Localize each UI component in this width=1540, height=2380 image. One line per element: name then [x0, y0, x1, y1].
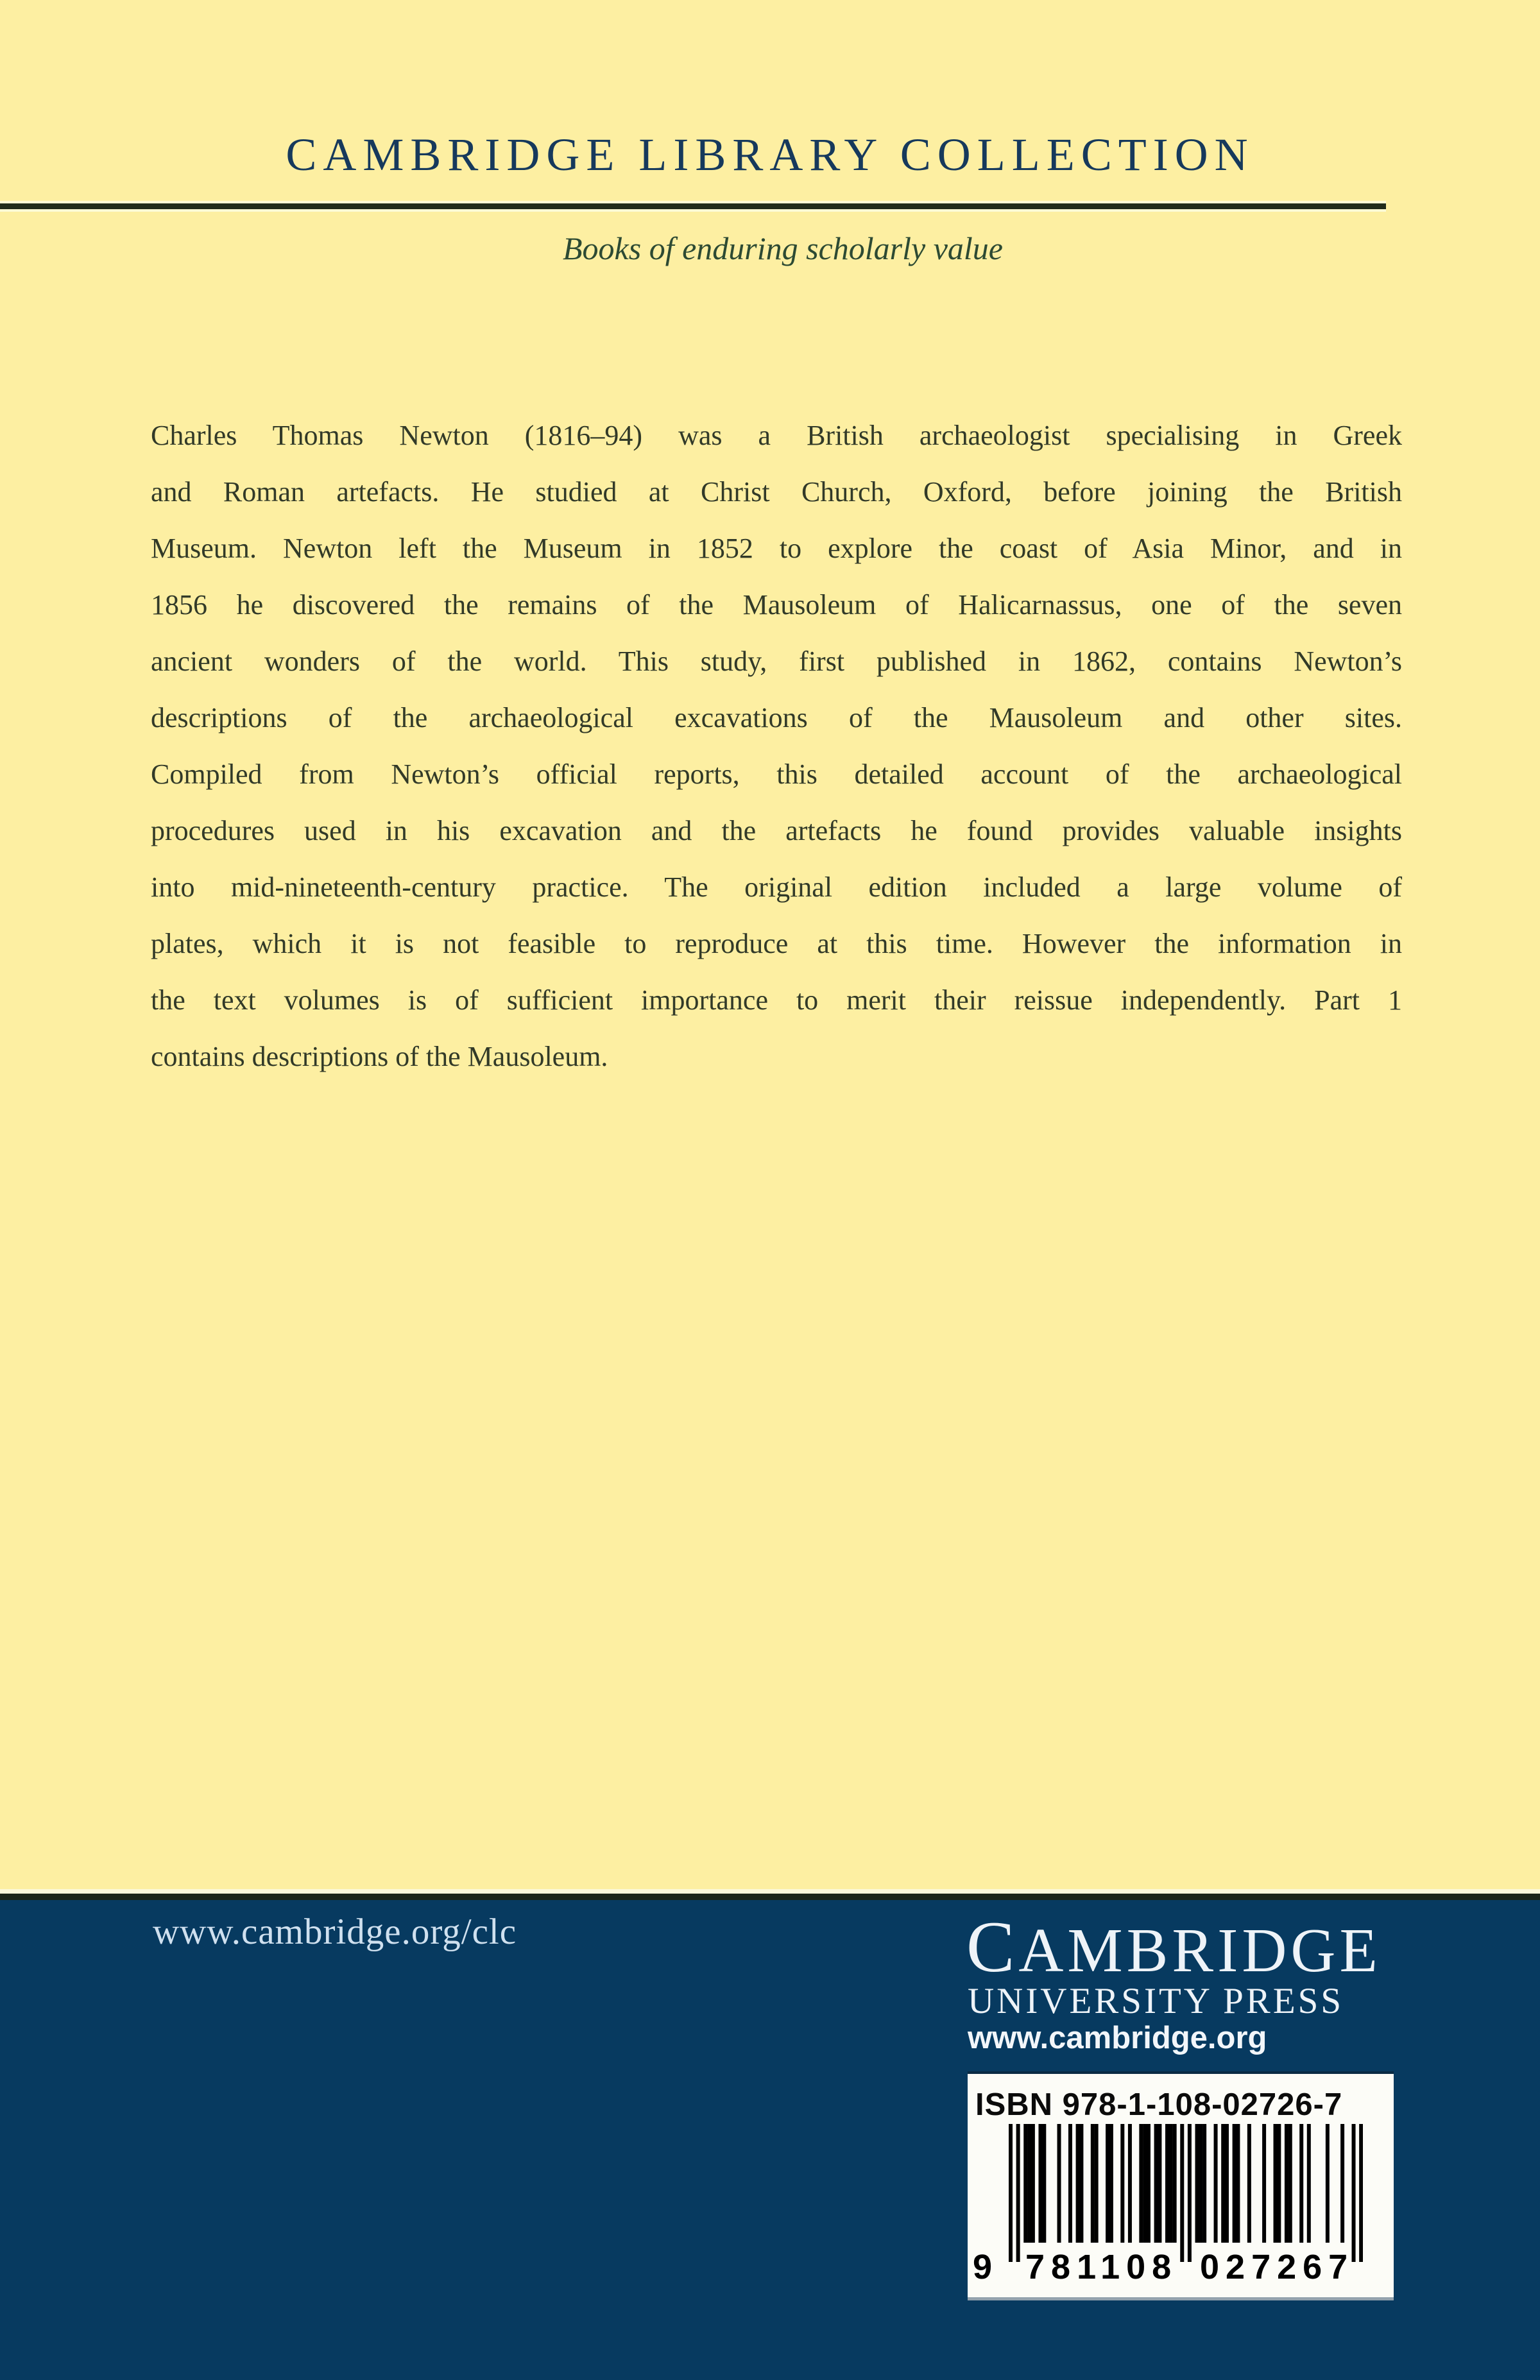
barcode-digits-left: 781108	[1025, 2248, 1178, 2286]
header-rule	[0, 203, 1386, 209]
description-line: contains descriptions of the Mausoleum.	[151, 1041, 608, 1072]
cambridge-wordmark: CAMBRIDGE	[966, 1907, 1382, 1987]
description-line: ancient wonders of the world. This study, first published in 1862, contains Newton’s	[151, 646, 1402, 677]
clc-url: www.cambridge.org/clc	[153, 1912, 517, 1952]
footer-divider-dark	[0, 1894, 1540, 1900]
cambridge-url: www.cambridge.org	[968, 2021, 1267, 2055]
description-line: the text volumes is of sufficient importance to merit their reissue independently. Part 1	[151, 984, 1402, 1016]
collection-tagline: Books of enduring scholarly value	[563, 230, 1003, 266]
ean-barcode	[1009, 2124, 1363, 2262]
barcode-digits-right: 027267	[1200, 2248, 1355, 2286]
university-press-wordmark: UNIVERSITY PRESS	[968, 1981, 1344, 2021]
description-line: Compiled from Newton’s official reports, this detailed account of the archaeological	[151, 758, 1402, 790]
description-line: descriptions of the archaeological excavations of the Mausoleum and other sites.	[151, 702, 1402, 733]
barcode-digit-prefix: 9	[973, 2248, 993, 2286]
description-line: and Roman artefacts. He studied at Christ Church, Oxford, before joining the British	[151, 476, 1402, 508]
book-description	[151, 407, 1402, 1085]
collection-title: CAMBRIDGE LIBRARY COLLECTION	[286, 129, 1254, 180]
description-line: procedures used in his excavation and the artefacts he found provides valuable insights	[151, 815, 1402, 846]
description-line: 1856 he discovered the remains of the Mausoleum of Halicarnassus, one of the seven	[151, 589, 1402, 621]
description-line: Museum. Newton left the Museum in 1852 to explore the coast of Asia Minor, and in	[151, 533, 1402, 564]
footer-divider-light	[0, 1889, 1540, 1894]
description-line: plates, which it is not feasible to reproduce at this time. However the information in	[151, 928, 1402, 959]
description-line: Charles Thomas Newton (1816–94) was a British archaeologist specialising in Greek	[151, 420, 1402, 451]
description-line: into mid-nineteenth-century practice. The original edition included a large volume of	[151, 871, 1402, 903]
isbn-label: ISBN 978-1-108-02726-7	[975, 2087, 1343, 2122]
